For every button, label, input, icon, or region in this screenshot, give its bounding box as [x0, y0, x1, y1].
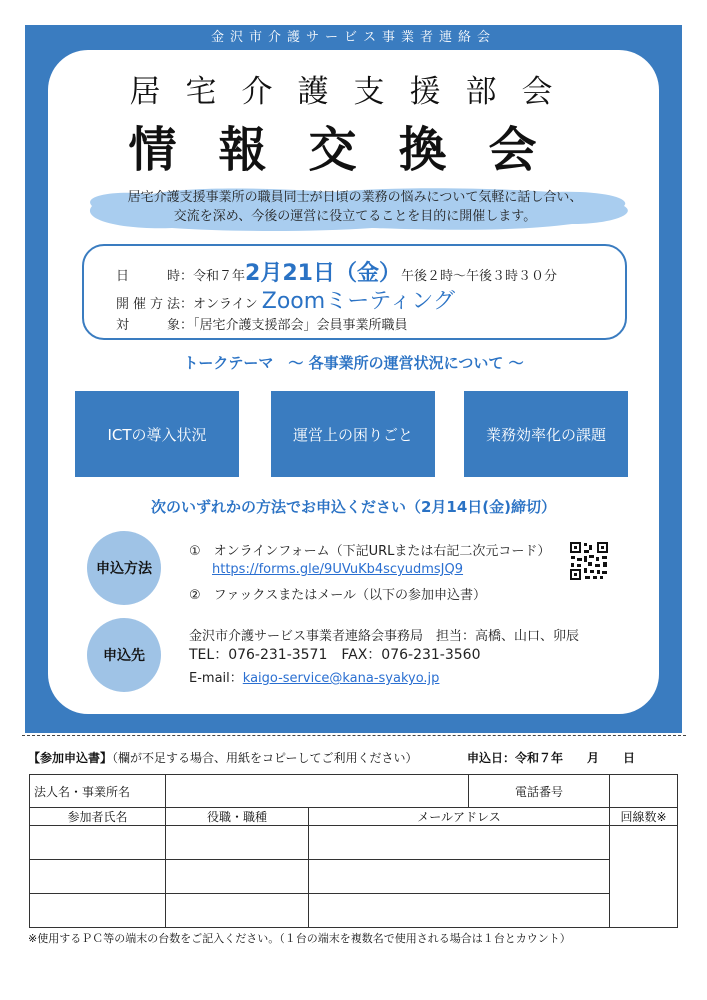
page-title: 情報交換会 — [128, 122, 579, 178]
email-input[interactable] — [309, 860, 610, 894]
role-input[interactable] — [166, 826, 309, 860]
table-row — [30, 894, 678, 928]
email-label: E-mail： — [189, 671, 243, 686]
target-text: ：「居宅介護支援部会」会員事業所職員 — [180, 318, 408, 333]
email-row — [189, 667, 439, 686]
intro-text — [72, 188, 638, 226]
tel-fax: TEL：076-231-3571 FAX：076-231-3560 — [189, 647, 481, 663]
col-participant-name: 参加者氏名 — [30, 808, 166, 826]
role-input[interactable] — [166, 860, 309, 894]
cut-line — [22, 735, 686, 736]
intro-line-2: 交流を深め、今後の運営に役立てることを目的に開催します。 — [173, 209, 537, 224]
apply-option-fax-mail: ② ファックスまたはメール（以下の参加申込書） — [189, 588, 487, 603]
event-time: 午後２時～午後３時３０分 — [400, 269, 557, 284]
corp-label: 法人名・事業所名 — [30, 775, 166, 808]
phone-input[interactable] — [610, 775, 678, 808]
phone-label: 電話番号 — [469, 775, 610, 808]
email-link[interactable]: kaigo-service@kana-syakyo.jp — [242, 671, 440, 686]
target-row — [116, 314, 408, 333]
name-input[interactable] — [30, 894, 166, 928]
office-contact: 金沢市介護サービス事業者連絡会事務局 担当：高橋、山口、卯辰 — [189, 629, 580, 644]
corp-input[interactable] — [166, 775, 469, 808]
application-form-table — [29, 774, 678, 928]
intro-line-1: 居宅介護支援事業所の職員同士が日頃の業務の悩みについて気軽に話し合い、 — [127, 190, 583, 205]
organizer-header: 金沢市介護サービス事業者連絡会 — [210, 30, 496, 45]
date-prefix: ：令和７年 — [180, 269, 246, 284]
table-row — [30, 826, 678, 860]
role-input[interactable] — [166, 894, 309, 928]
apply-option-online: ① オンラインフォーム（下記URLまたは右記二次元コード） — [189, 544, 551, 559]
qr-code-icon — [569, 541, 609, 581]
title-subtitle: 居宅介護支援部会 — [129, 74, 578, 110]
form-heading — [28, 749, 418, 766]
col-email: メールアドレス — [309, 808, 610, 826]
col-lines: 回線数※ — [610, 808, 678, 826]
column-header-row — [30, 808, 678, 826]
event-date: 2月21日（金） — [245, 261, 401, 286]
apply-form-link[interactable]: https://forms.gle/9UVuKb4scyudmsJQ9 — [212, 562, 464, 577]
lines-input[interactable] — [610, 826, 678, 928]
name-input[interactable] — [30, 860, 166, 894]
name-input[interactable] — [30, 826, 166, 860]
form-footnote: ※使用するＰＣ等の端末の台数をご記入ください。（１台の端末を複数名で使用される場合は１台とカウント） — [28, 932, 571, 945]
col-role: 役職・職種 — [166, 808, 309, 826]
apply-method-circle: 申込方法 — [87, 531, 161, 605]
method-prefix: ：オンライン — [180, 297, 258, 312]
table-row — [30, 860, 678, 894]
topic-box-efficiency: 業務効率化の課題 — [464, 391, 628, 477]
method-row — [116, 284, 455, 315]
date-row — [116, 256, 557, 287]
form-title: 【参加申込書】 — [28, 751, 113, 765]
topic-box-ict: ICTの導入状況 — [75, 391, 239, 477]
apply-to-circle: 申込先 — [87, 618, 161, 692]
email-input[interactable] — [309, 826, 610, 860]
application-date: 申込日：令和７年 月 日 — [467, 751, 636, 765]
email-input[interactable] — [309, 894, 610, 928]
method-label: 開催方法 — [116, 297, 180, 312]
talk-theme: トークテーマ ～ 各事業所の運営状況について ～ — [183, 354, 524, 372]
topic-box-issues: 運営上の困りごと — [271, 391, 435, 477]
form-note: （欄が不足する場合、用紙をコピーしてご利用ください） — [112, 751, 418, 765]
event-method: Zoomミーティング — [261, 289, 455, 314]
apply-heading: 次のいずれかの方法でお申込ください（2月14日(金)締切） — [150, 498, 557, 516]
corp-row — [30, 775, 678, 808]
target-label: 対象 — [116, 318, 180, 333]
date-label: 日時 — [116, 269, 180, 284]
